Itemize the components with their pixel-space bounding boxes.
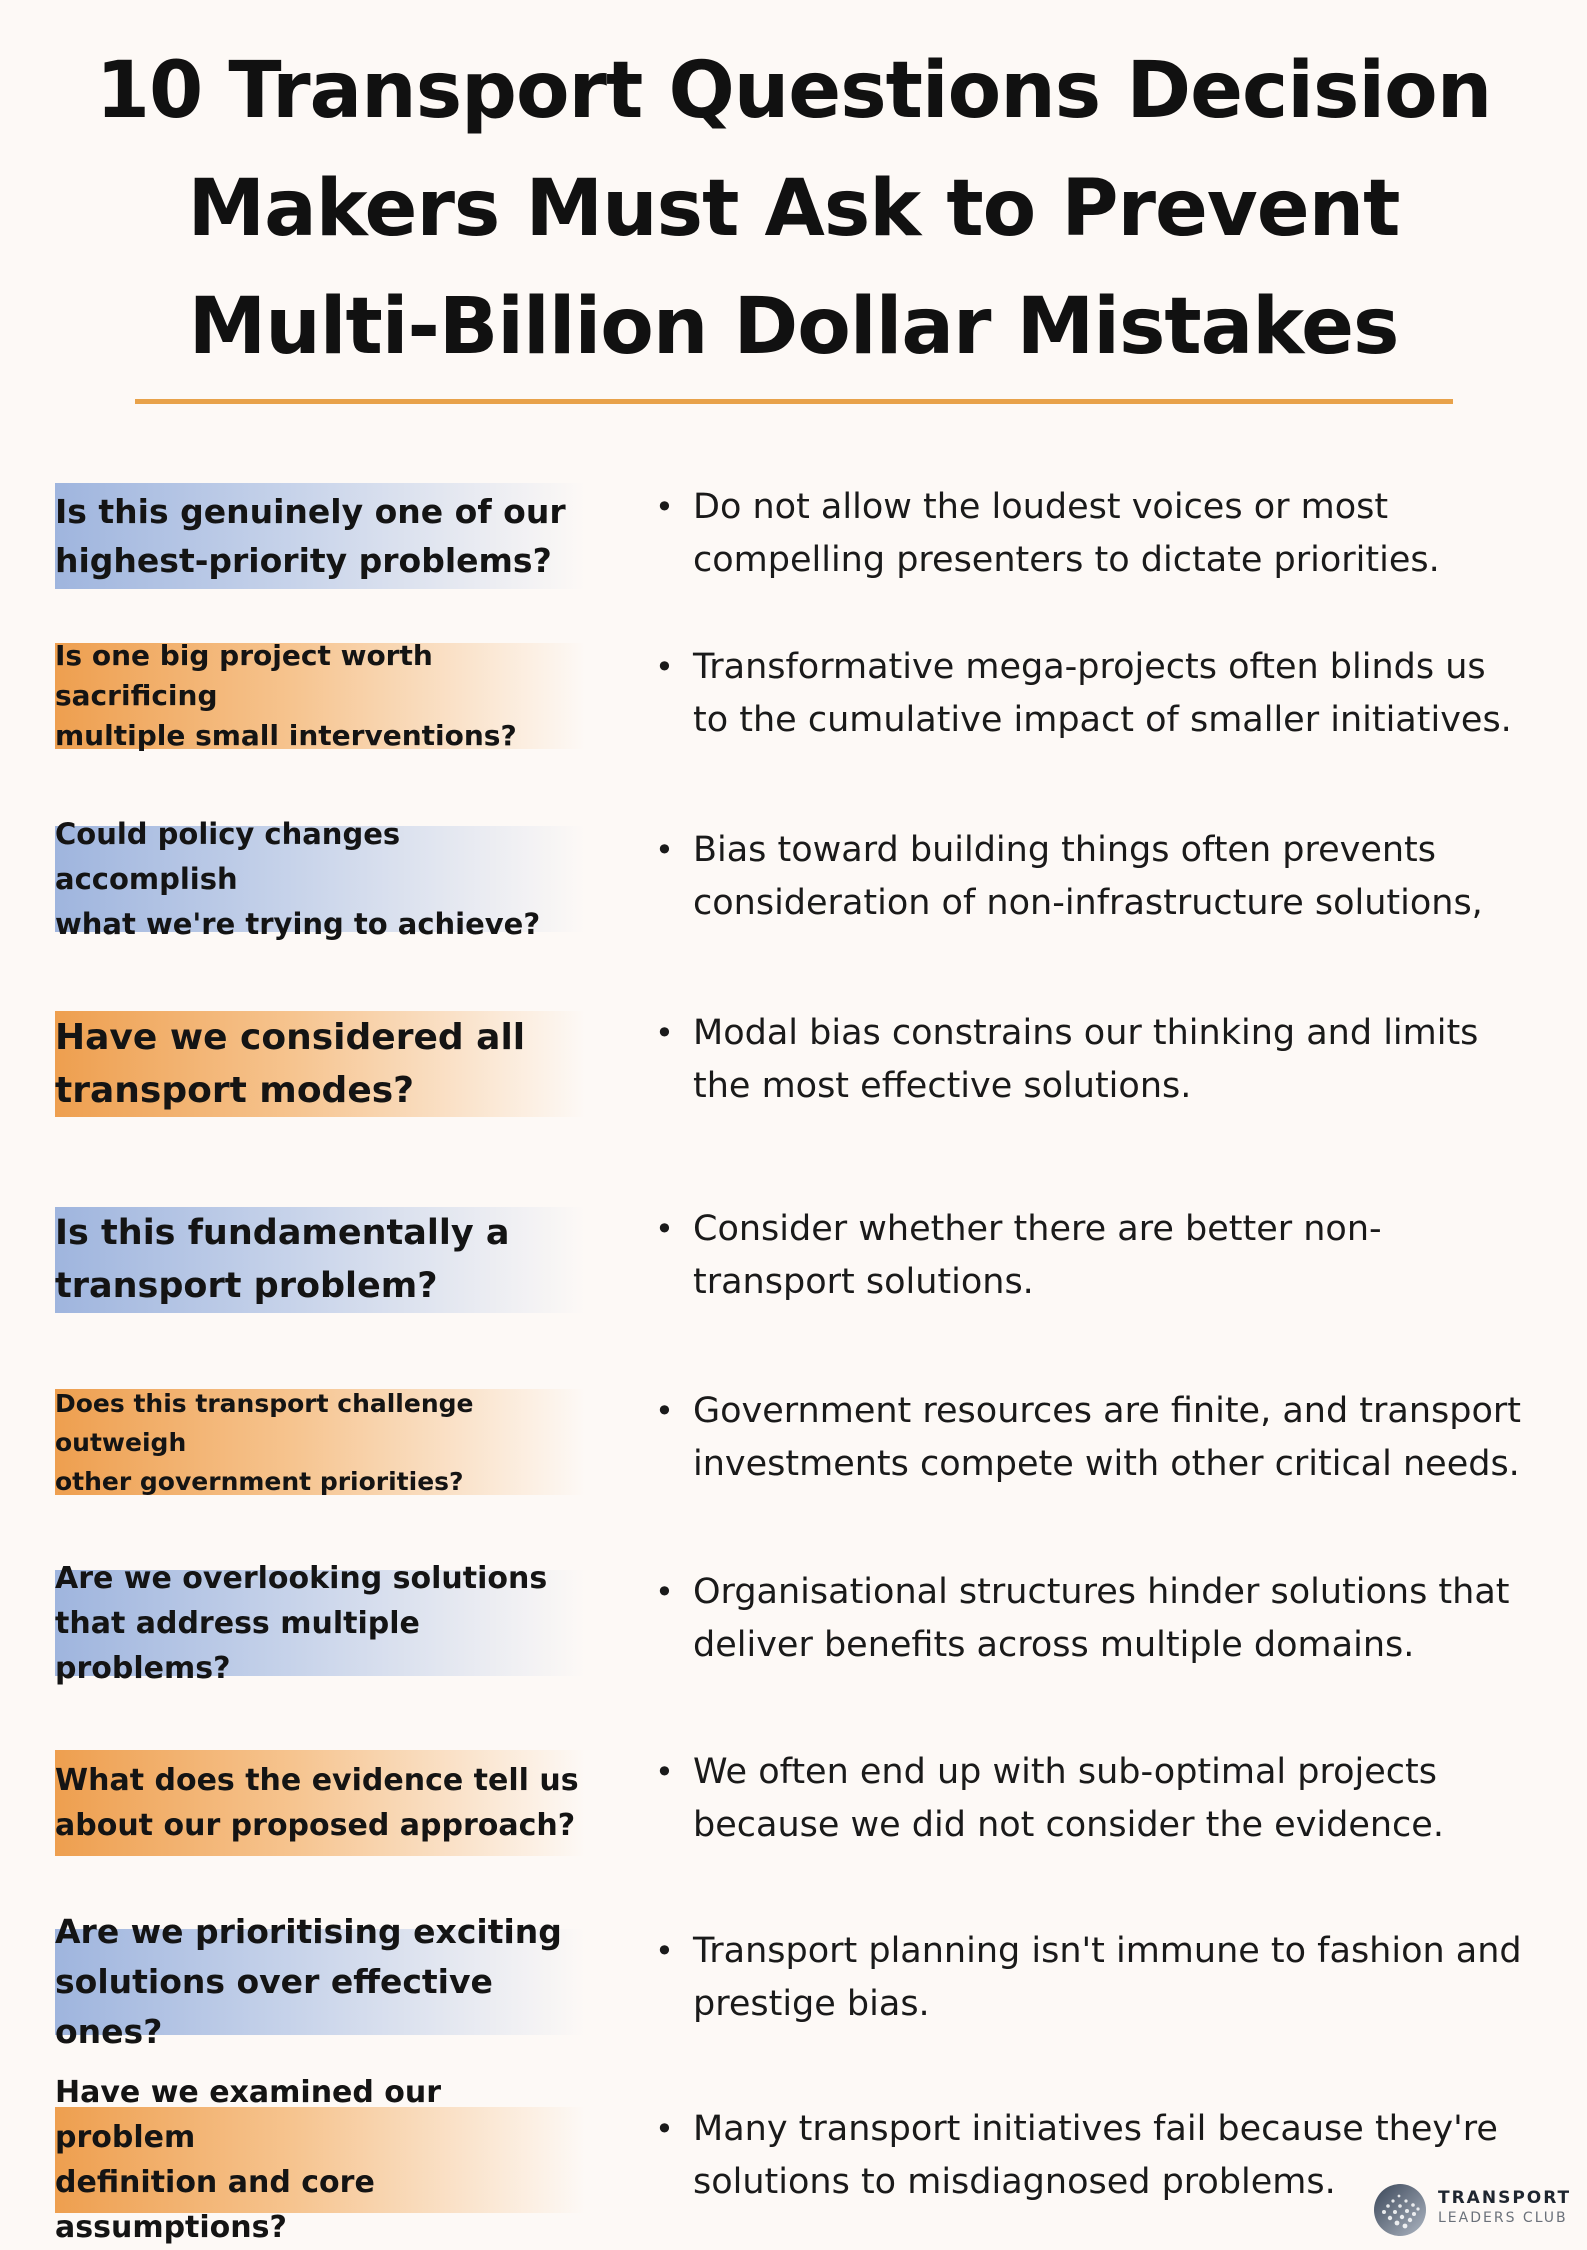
bullet-icon: • bbox=[655, 488, 674, 526]
answer-text: Many transport initiatives fail because they're solutions to misdiagnosed problems. bbox=[693, 2109, 1498, 2202]
answer-text: Organisational structures hinder solutions that deliver benefits across multiple domains. bbox=[693, 1572, 1510, 1665]
transport-leaders-club-logo bbox=[1372, 2180, 1572, 2240]
bullet-icon: • bbox=[655, 648, 674, 686]
answer-point bbox=[655, 824, 1535, 930]
bullet-icon: • bbox=[655, 831, 674, 869]
answer-text: We often end up with sub-optimal projects because we did not consider the evidence. bbox=[693, 1752, 1444, 1845]
question-row-1 bbox=[0, 483, 1587, 593]
question-highlight bbox=[55, 1750, 585, 1856]
answer-text: Modal bias constrains our thinking and limits the most effective solutions. bbox=[693, 1013, 1479, 1106]
title-divider bbox=[135, 399, 1453, 404]
question-row-5 bbox=[0, 1207, 1587, 1317]
question-row-2 bbox=[0, 639, 1587, 753]
answer-point bbox=[655, 1566, 1535, 1672]
globe-logo-icon bbox=[1372, 2182, 1428, 2238]
question-text: Is this fundamentally a transport problem? bbox=[55, 1213, 510, 1306]
question-text: Does this transport challenge outweigh other government priorities? bbox=[55, 1388, 474, 1496]
question-highlight bbox=[55, 1912, 585, 2051]
bullet-icon: • bbox=[655, 1392, 674, 1430]
question-highlight bbox=[55, 1207, 585, 1313]
bullet-icon: • bbox=[655, 1210, 674, 1248]
question-text: Is one big project worth sacrificing multiple small interventions? bbox=[55, 639, 517, 752]
question-row-8 bbox=[0, 1750, 1587, 1860]
question-row-9 bbox=[0, 1912, 1587, 2051]
answer-point bbox=[655, 1385, 1535, 1491]
bullet-icon: • bbox=[655, 1932, 674, 1970]
answer-text: Government resources are finite, and transport investments compete with other critical needs. bbox=[693, 1391, 1522, 1484]
question-text: Are we prioritising exciting solutions over effective ones? bbox=[55, 1912, 562, 2051]
question-highlight bbox=[55, 483, 585, 589]
answer-point bbox=[655, 1203, 1535, 1309]
question-row-4 bbox=[0, 1011, 1587, 1121]
question-highlight bbox=[55, 1389, 585, 1495]
answer-text: Consider whether there are better non- transport solutions. bbox=[693, 1209, 1382, 1302]
question-text: Are we overlooking solutions that address multiple problems? bbox=[55, 1560, 548, 1686]
question-highlight bbox=[55, 2075, 585, 2245]
bullet-icon: • bbox=[655, 2110, 674, 2148]
question-text: Is this genuinely one of our highest-priority problems? bbox=[55, 492, 566, 580]
logo-line-2: LEADERS CLUB bbox=[1438, 2210, 1568, 2226]
question-text: What does the evidence tell us about our proposed approach? bbox=[55, 1763, 579, 1843]
answer-text: Do not allow the loudest voices or most compelling presenters to dictate priorities. bbox=[693, 487, 1440, 580]
question-text: Have we considered all transport modes? bbox=[55, 1017, 526, 1111]
bullet-icon: • bbox=[655, 1573, 674, 1611]
question-row-7 bbox=[0, 1560, 1587, 1686]
bullet-icon: • bbox=[655, 1753, 674, 1791]
question-highlight bbox=[55, 1011, 585, 1117]
bullet-icon: • bbox=[655, 1014, 674, 1052]
answer-text: Transformative mega-projects often blinds us to the cumulative impact of smaller initiatives. bbox=[693, 647, 1512, 740]
answer-point bbox=[655, 1925, 1535, 2031]
answer-point bbox=[655, 1746, 1535, 1852]
logo-line-1: TRANSPORT bbox=[1438, 2188, 1572, 2208]
answer-point bbox=[655, 641, 1535, 747]
question-text: Could policy changes accomplish what we're trying to achieve? bbox=[55, 816, 541, 941]
page-title: 10 Transport Questions Decision Makers Must Ask to Prevent Multi-Billion Dollar Mistakes bbox=[95, 46, 1492, 372]
answer-point bbox=[655, 481, 1535, 587]
question-row-3 bbox=[0, 816, 1587, 941]
question-highlight bbox=[55, 816, 585, 941]
question-text: Have we examined our problem definition and core assumptions? bbox=[55, 2075, 442, 2245]
answer-text: Bias toward building things often prevents consideration of non-infrastructure solutions, bbox=[693, 830, 1483, 923]
question-highlight bbox=[55, 639, 585, 752]
question-highlight bbox=[55, 1560, 585, 1686]
answer-text: Transport planning isn't immune to fashion and prestige bias. bbox=[693, 1931, 1522, 2024]
question-row-6 bbox=[0, 1389, 1587, 1499]
answer-point bbox=[655, 1007, 1535, 1113]
